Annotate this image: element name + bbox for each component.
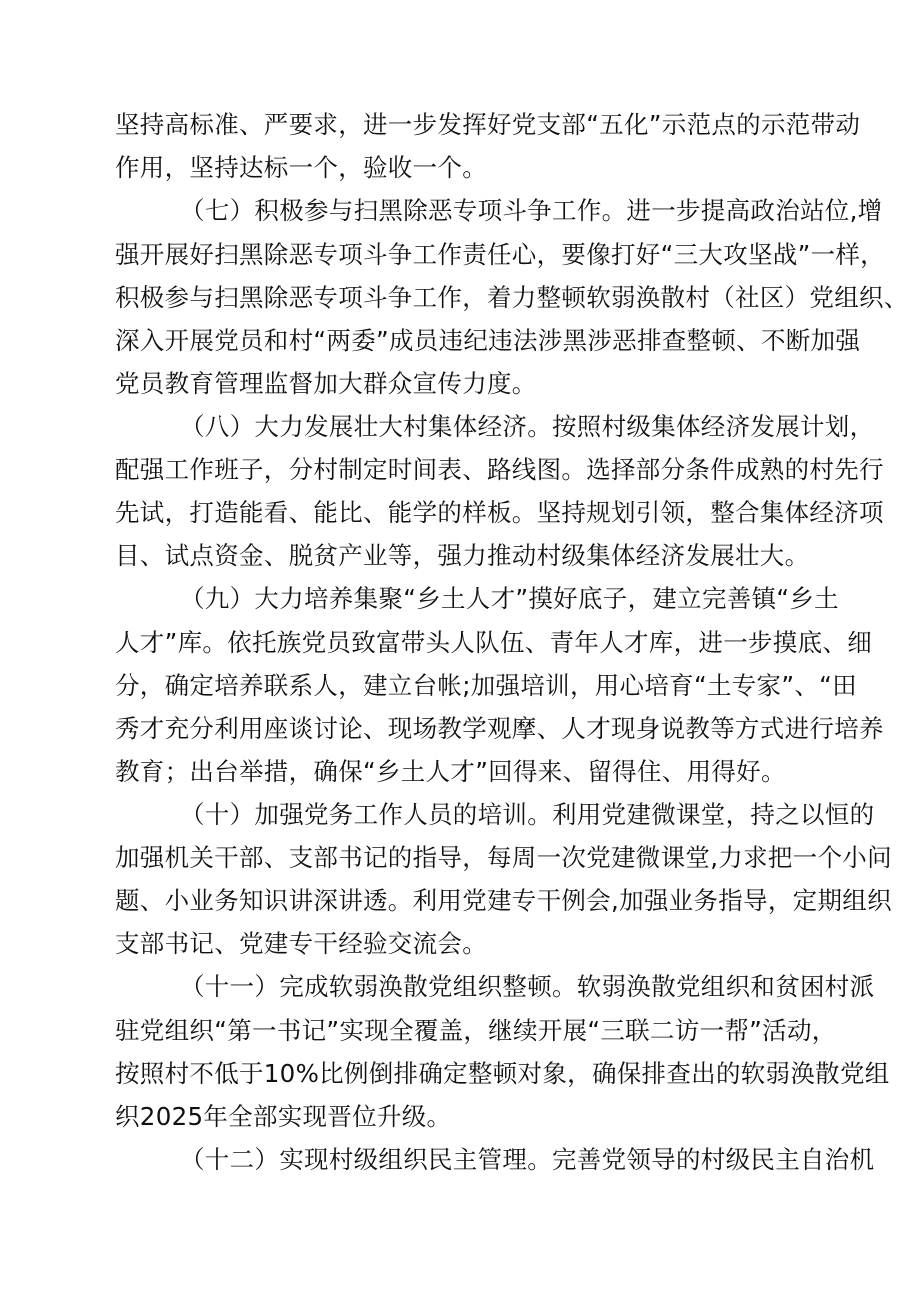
text-line: 秀才充分利用座谈讨论、现场教学观摩、人才现身说教等方式进行培养 (115, 714, 884, 743)
text-line: 党员教育管理监督加大群众宣传力度。 (115, 369, 537, 398)
text-line: 驻党组织“第一书记”实现全覆盖，继续开展“三联二访一帮”活动， (115, 1016, 837, 1045)
text-line: 按照村不低于10%比例倒排确定整顿对象，确保排查出的软弱涣散党组 (115, 1059, 890, 1088)
text-line: （十一）完成软弱涣散党组织整顿。软弱涣散党组织和贫困村派 (180, 972, 875, 1001)
text-line: 支部书记、党建专干经验交流会。 (115, 929, 487, 958)
text-line: 强开展好扫黑除恶专项斗争工作责任心，要像打好“三大攻坚战”一样， (115, 240, 885, 269)
text-line: 分，确定培养联系人，建立台帐;加强培训，用心培育“土专家”、“田 (115, 671, 857, 700)
text-line: 积极参与扫黑除恶专项斗争工作，着力整顿软弱涣散村（社区）党组织、 (115, 283, 909, 312)
text-line: 题、小业务知识讲深讲透。利用党建专干例会,加强业务指导，定期组织 (115, 886, 892, 915)
text-line: 作用，坚持达标一个，验收一个。 (115, 153, 487, 182)
text-line: 配强工作班子，分村制定时间表、路线图。选择部分条件成熟的村先行 (115, 455, 884, 484)
text-line: 织2025年全部实现晋位升级。 (115, 1102, 452, 1131)
text-line: 先试，打造能看、能比、能学的样板。坚持规划引领，整合集体经济项 (115, 498, 884, 527)
text-line: 目、试点资金、脱贫产业等，强力推动村级集体经济发展壮大。 (115, 541, 810, 570)
text-line: （八）大力发展壮大村集体经济。按照村级集体经济发展计划， (180, 412, 875, 441)
text-line: 教育；出台举措，确保“乡土人才”回得来、留得住、用得好。 (115, 757, 786, 786)
text-line: 坚持高标准、严要求，进一步发挥好党支部“五化”示范点的示范带动 (115, 110, 861, 139)
text-line: 人才”库。依托族党员致富带头人队伍、青年人才库，进一步摸底、细 (115, 628, 872, 657)
text-line: （七）积极参与扫黑除恶专项斗争工作。进一步提高政治站位,增 (180, 196, 883, 225)
text-line: 加强机关干部、支部书记的指导，每周一次党建微课堂,力求把一个小问 (115, 843, 892, 872)
text-line: （九）大力培养集聚“乡土人才”摸好底子，建立完善镇“乡土 (180, 584, 839, 613)
text-line: 深入开展党员和村“两委”成员违纪违法涉黑涉恶排查整顿、不断加强 (115, 326, 861, 355)
text-line: （十）加强党务工作人员的培训。利用党建微课堂，持之以恒的 (180, 800, 875, 829)
text-line: （十二）实现村级组织民主管理。完善党领导的村级民主自治机 (180, 1145, 875, 1174)
